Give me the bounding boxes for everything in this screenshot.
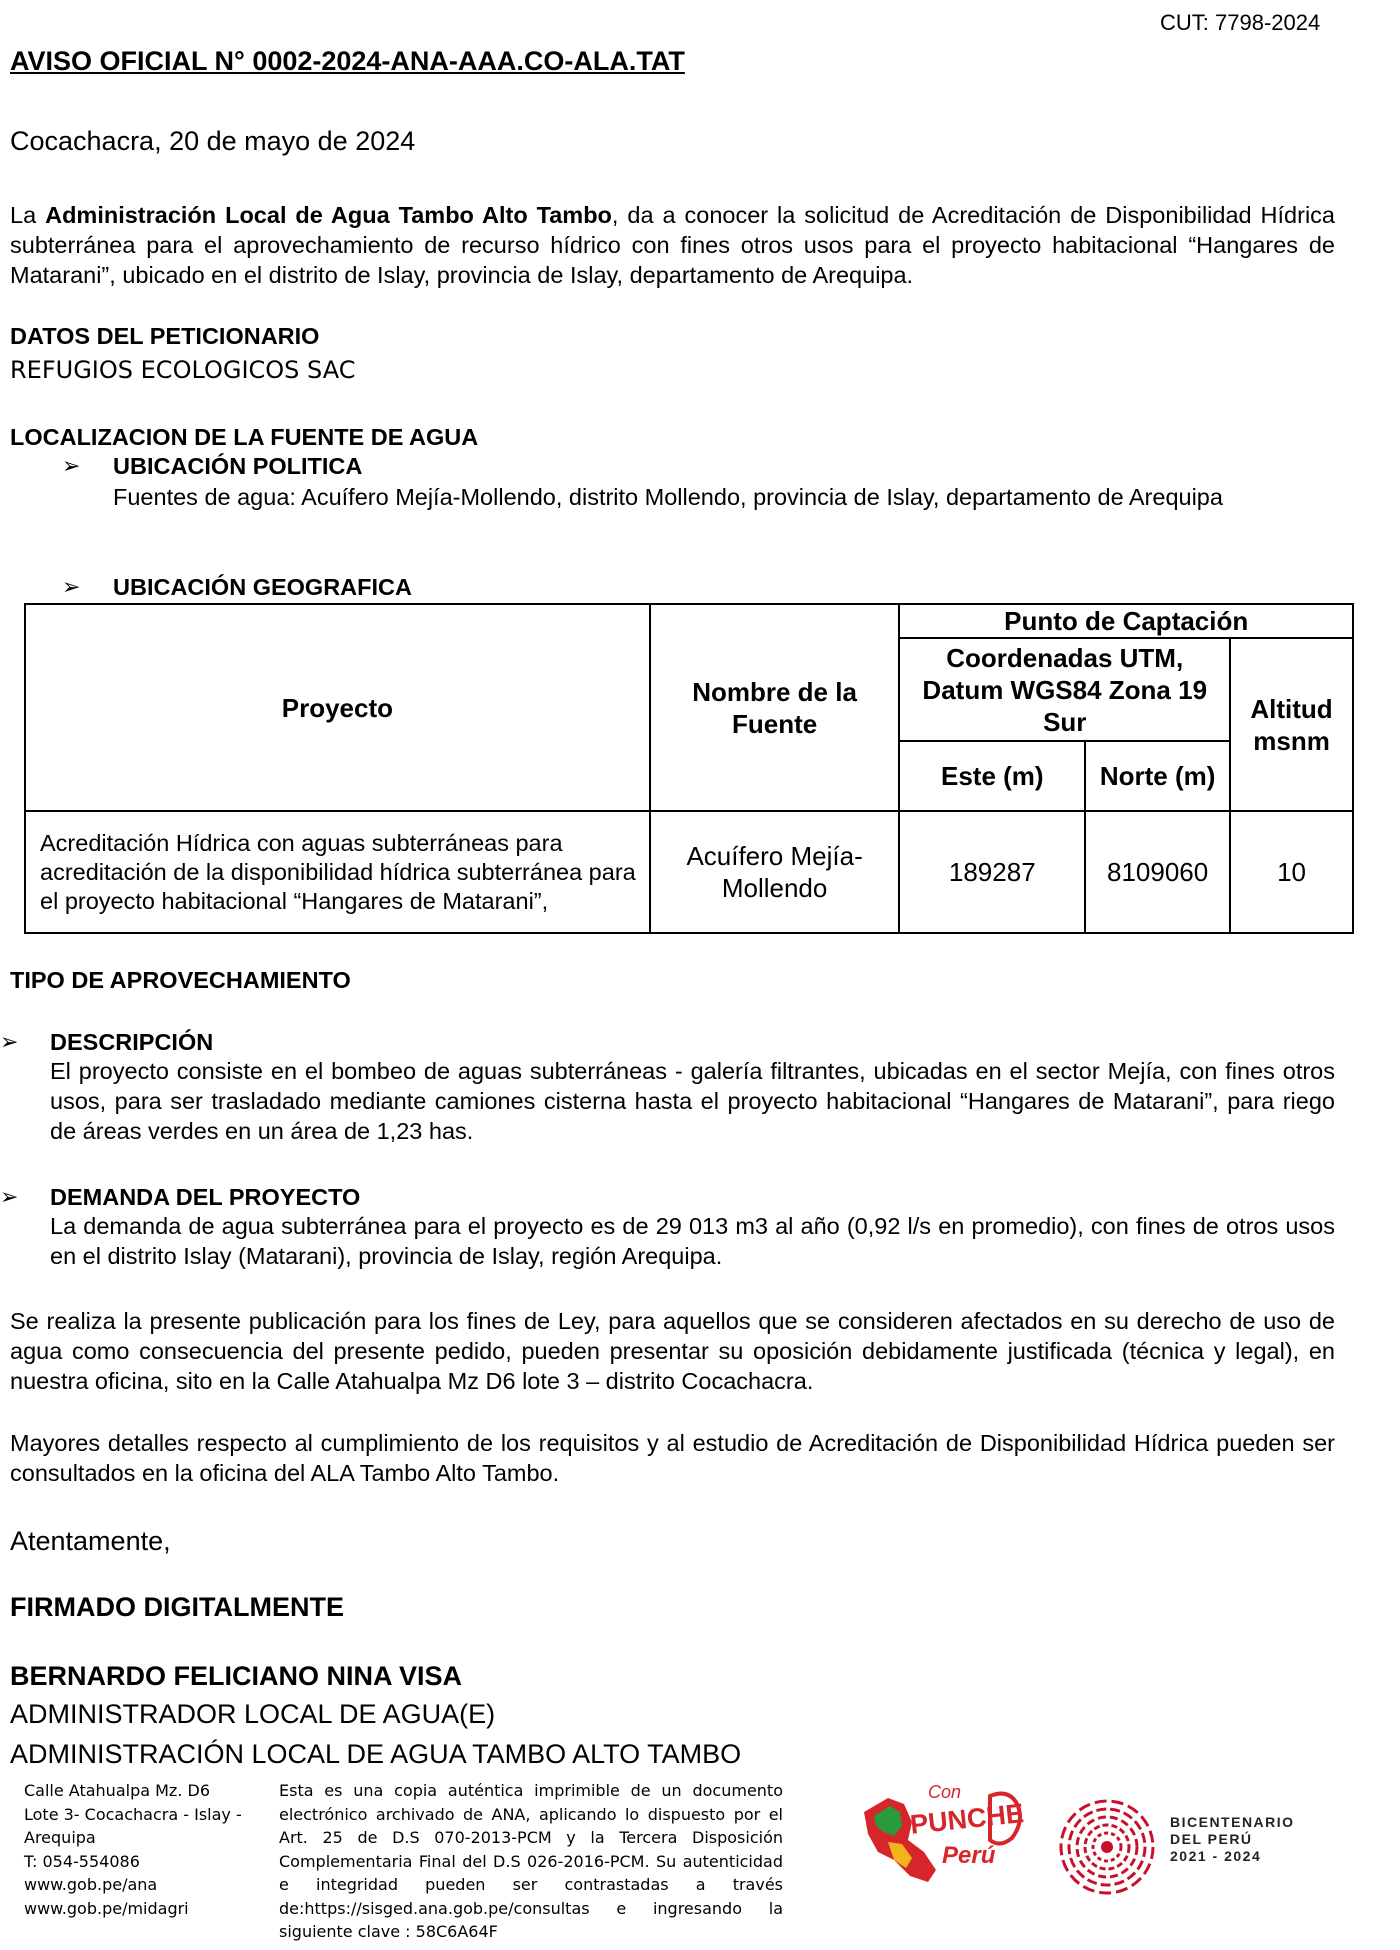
description-text: El proyecto consiste en el bombeo de aguas subterráneas - galería filtrantes, ubicadas en el sector Mejía, con fines otros usos, para ser trasladado mediante camiones cisterna hasta el proyecto habitacional “Hangares de Matarani”, para riego de áreas verdes en un área de 1,23 has. bbox=[50, 1058, 1335, 1144]
website-link-midagri[interactable]: www.gob.pe/midagri bbox=[24, 1898, 189, 1918]
bullet-arrow-icon: ➢ bbox=[62, 574, 81, 599]
address-line: Calle Atahualpa Mz. D6 bbox=[24, 1781, 210, 1800]
signer-role: ADMINISTRADOR LOCAL DE AGUA(E) bbox=[10, 1699, 496, 1729]
th-utm-coords: Coordenadas UTM, Datum WGS84 Zona 19 Sur bbox=[899, 638, 1230, 741]
geo-table bbox=[24, 603, 1354, 934]
th-north: Norte (m) bbox=[1085, 741, 1230, 811]
closing: Atentamente, bbox=[10, 1526, 171, 1556]
th-source: Nombre de la Fuente bbox=[650, 604, 900, 811]
notice-title: AVISO OFICIAL N° 0002-2024-ANA-AAA.CO-ALA.TAT bbox=[10, 46, 685, 76]
intro-bold: Administración Local de Agua Tambo Alto Tambo bbox=[45, 202, 612, 228]
address-line: Arequipa bbox=[24, 1828, 96, 1847]
bullet-arrow-icon: ➢ bbox=[0, 1184, 19, 1209]
bicentenario-text bbox=[1170, 1814, 1295, 1865]
demand-heading: DEMANDA DEL PROYECTO bbox=[50, 1184, 361, 1210]
geo-heading: UBICACIÓN GEOGRAFICA bbox=[113, 574, 412, 600]
bicentenario-line2: DEL PERÚ bbox=[1170, 1831, 1253, 1847]
cell-project: Acreditación Hídrica con aguas subterráneas para acreditación de la disponibilidad hídrica subterránea para el proyecto habitacional “Hangares de Matarani”, bbox=[25, 811, 650, 933]
description-heading: DESCRIPCIÓN bbox=[50, 1029, 214, 1055]
publication-paragraph: Se realiza la presente publicación para los fines de Ley, para aquellos que se consideren afectados en su derecho de uso de agua como consecuencia del presente pedido, pueden presentar su oposición debidamente justificada (técnica y legal), en nuestra oficina, sito en la Calle Atahualpa Mz D6 lote 3 – distrito Cocachacra. bbox=[10, 1308, 1335, 1394]
petitioner-name: REFUGIOS ECOLOGICOS SAC bbox=[10, 356, 356, 384]
intro-post: , da a conocer la solicitud de Acreditación de Disponibilidad Hídrica subterránea para el aprovechamiento de recurso hídrico con fines otros usos para el proyecto habitacional “Hangares de Matarani”, ubicado en el distrito de Islay, provincia de Islay, departamento de Arequipa. bbox=[10, 202, 1335, 288]
location-heading: LOCALIZACION DE LA FUENTE DE AGUA bbox=[10, 424, 479, 450]
cell-east: 189287 bbox=[899, 811, 1085, 933]
cell-source: Acuífero Mejía-Mollendo bbox=[650, 811, 900, 933]
use-heading: TIPO DE APROVECHAMIENTO bbox=[10, 967, 351, 993]
con-punche-peru-logo bbox=[850, 1782, 1035, 1892]
bicentenario-sun-icon bbox=[1052, 1792, 1162, 1902]
footer-legal-text: Esta es una copia auténtica imprimible de un documento electrónico archivado de ANA, aplicando lo dispuesto por el Art. 25 de D.S 070-2013-PCM y la Tercera Disposición Complementaria Final del D.S 026-2016-PCM. Su autenticidad e integridad pueden ser contrastadas a través de:https://sisged.ana.gob.pe/consultas e ingresando la siguiente clave : 58C6A64F bbox=[279, 1781, 783, 1941]
political-heading: UBICACIÓN POLITICA bbox=[113, 453, 363, 479]
signed-digitally: FIRMADO DIGITALMENTE bbox=[10, 1592, 344, 1622]
signer-name: BERNARDO FELICIANO NINA VISA bbox=[10, 1661, 463, 1691]
cut-number: CUT: 7798-2024 bbox=[1160, 10, 1321, 35]
footer-address bbox=[24, 1779, 264, 1920]
details-paragraph: Mayores detalles respecto al cumplimiento de los requisitos y al estudio de Acreditación de Disponibilidad Hídrica pueden ser consultados en la oficina del ALA Tambo Alto Tambo. bbox=[10, 1430, 1335, 1486]
address-line: Lote 3- Cocachacra - Islay - bbox=[24, 1804, 242, 1824]
logo-punche: PUNCHE bbox=[908, 1798, 1026, 1840]
cell-north: 8109060 bbox=[1085, 811, 1230, 933]
signer-office: ADMINISTRACIÓN LOCAL DE AGUA TAMBO ALTO TAMBO bbox=[10, 1739, 742, 1769]
bullet-arrow-icon: ➢ bbox=[0, 1029, 19, 1054]
th-altitude: Altitud msnm bbox=[1230, 638, 1353, 811]
political-text: Fuentes de agua: Acuífero Mejía-Mollendo, distrito Mollendo, provincia de Islay, departamento de Arequipa bbox=[113, 484, 1223, 510]
logo-con: Con bbox=[928, 1782, 962, 1802]
intro-paragraph bbox=[10, 200, 1335, 290]
bicentenario-line1: BICENTENARIO bbox=[1170, 1814, 1295, 1830]
th-east: Este (m) bbox=[899, 741, 1085, 811]
bicentenario-line3: 2021 - 2024 bbox=[1170, 1848, 1262, 1864]
demand-text: La demanda de agua subterránea para el proyecto es de 29 013 m3 al año (0,92 l/s en promedio), con fines de otros usos en el distrito Islay (Matarani), provincia de Islay, región Arequipa. bbox=[50, 1213, 1335, 1269]
place-date: Cocachacra, 20 de mayo de 2024 bbox=[10, 126, 416, 156]
bicentenario-emblem bbox=[1052, 1792, 1162, 1902]
cell-altitude: 10 bbox=[1230, 811, 1353, 933]
bullet-arrow-icon: ➢ bbox=[62, 453, 81, 478]
website-link-ana[interactable]: www.gob.pe/ana bbox=[24, 1875, 158, 1894]
logo-peru: Perú bbox=[942, 1842, 996, 1869]
th-capture-point: Punto de Captación bbox=[899, 604, 1353, 638]
address-line: T: 054-554086 bbox=[24, 1851, 140, 1871]
petitioner-heading: DATOS DEL PETICIONARIO bbox=[10, 323, 320, 349]
th-project: Proyecto bbox=[25, 604, 650, 811]
intro-pre: La bbox=[10, 202, 46, 228]
